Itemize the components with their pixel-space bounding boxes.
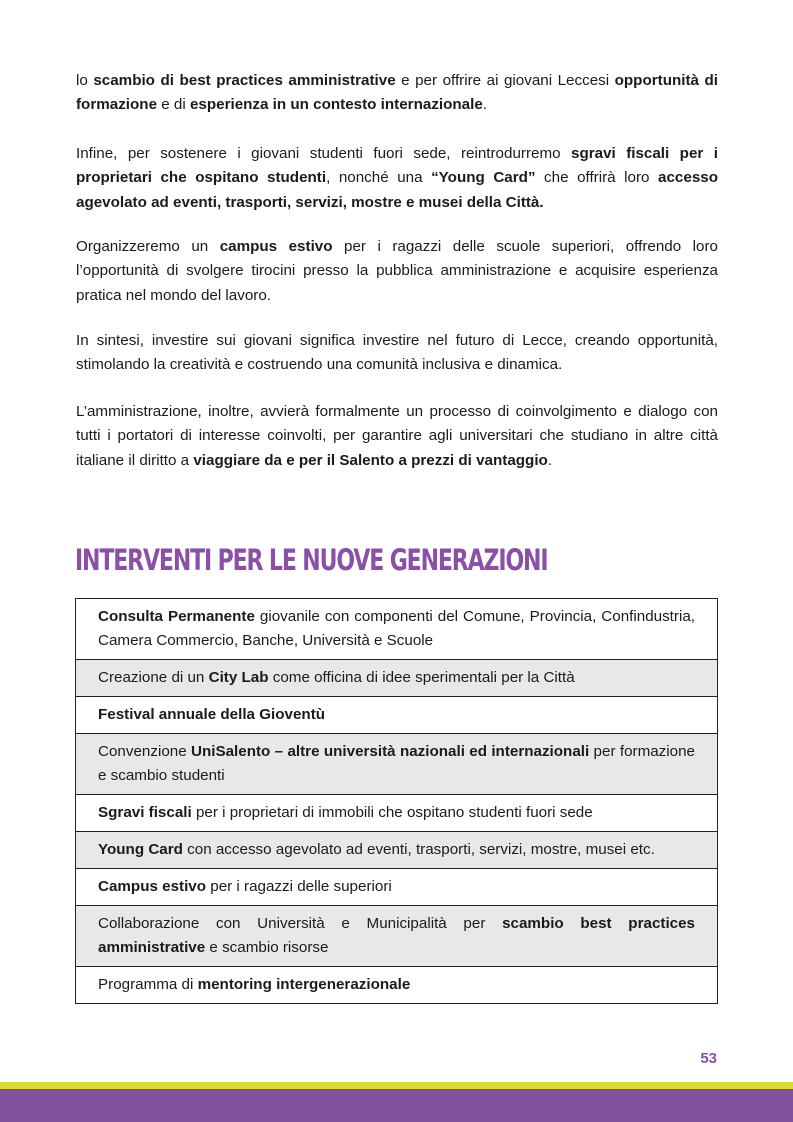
text-run: L’amministrazione, inoltre, avvierà formalmente un processo di coinvolgimento e dialogo con tutti i portatori di interesse coinvolti, per garantire agli universitari che studiano in altre città italiane il diritto a: [76, 403, 718, 469]
text-run: Collaborazione con Università e Municipalità per: [98, 915, 503, 932]
paragraph-best-practices: [76, 69, 718, 118]
footer-purple-band: [0, 1089, 793, 1122]
text-run: Organizzeremo un: [76, 238, 220, 255]
paragraph-summer-campus: [76, 235, 718, 308]
text-run: .: [547, 451, 553, 469]
table-row: [76, 599, 717, 659]
text-run: per formazione e scambio studenti: [98, 743, 695, 784]
table-row: [76, 905, 717, 966]
section-title: INTERVENTI PER LE NUOVE GENERAZIONI: [75, 543, 548, 577]
bold-text-run: Campus estivo: [98, 878, 207, 895]
text-run: , nonché una: [326, 169, 432, 187]
text-run: In sintesi, investire sui giovani significa investire nel futuro di Lecce, creando opportunità, stimolando la creatività e costruendo una comunità inclusiva e dinamica.: [76, 332, 718, 374]
bold-text-run: esperienza in un contesto internazionale: [189, 96, 483, 114]
text-run: e per offrire ai giovani Leccesi: [395, 72, 615, 89]
paragraph-summary: [76, 329, 718, 378]
text-run: per i ragazzi delle scuole superiori, offrendo loro l’opportunità di svolgere tirocini presso la pubblica amministrazione e acquisire esperienza pratica nel mondo del lavoro.: [76, 238, 719, 304]
text-run: per i ragazzi delle superiori: [206, 878, 392, 895]
bold-text-run: Sgravi fiscali: [98, 804, 192, 821]
bold-text-run: campus estivo: [219, 238, 333, 255]
page-number: 53: [700, 1050, 717, 1067]
text-run: e scambio risorse: [205, 939, 329, 956]
text-run: lo: [76, 72, 94, 89]
bold-text-run: Young Card: [98, 841, 183, 858]
bold-text-run: scambio best practices amministrative: [98, 915, 696, 956]
bold-text-run: “Young Card”: [431, 169, 536, 187]
paragraph-student-travel: [76, 400, 718, 473]
text-run: Creazione di un: [98, 669, 209, 686]
text-run: Convenzione: [98, 743, 191, 760]
table-row: [76, 966, 717, 1003]
table-row: [76, 733, 717, 794]
bold-text-run: accesso agevolato ad eventi, trasporti, servizi, mostre e musei della Città.: [76, 169, 718, 211]
text-run: che offrirà loro: [535, 169, 659, 187]
footer-yellow-stripe: [0, 1082, 793, 1089]
table-row: [76, 831, 717, 868]
bold-text-run: sgravi fiscali per i proprietari che ospitano studenti: [76, 145, 718, 187]
paragraph-fiscal-relief: [76, 142, 718, 215]
text-run: Programma di: [98, 976, 198, 993]
text-run: come officina di idee sperimentali per la Città: [268, 669, 575, 686]
text-run: Infine, per sostenere i giovani studenti fuori sede, reintrodurremo: [76, 145, 571, 162]
bold-text-run: City Lab: [208, 669, 269, 686]
table-row: [76, 794, 717, 831]
text-run: per i proprietari di immobili che ospitano studenti fuori sede: [191, 804, 593, 821]
bold-text-run: viaggiare da e per il Salento a prezzi di vantaggio: [193, 451, 548, 469]
bold-text-run: mentoring intergenerazionale: [197, 976, 411, 993]
bold-text-run: Consulta Permanente: [98, 608, 255, 625]
text-run: .: [482, 96, 488, 114]
bold-text-run: Festival annuale della Gioventù: [98, 706, 326, 723]
text-run: e di: [157, 96, 190, 114]
bold-text-run: scambio di best practices amministrative: [93, 72, 396, 89]
interventions-table: [75, 598, 718, 1004]
text-run: con accesso agevolato ad eventi, trasporti, servizi, mostre, musei etc.: [182, 841, 655, 858]
text-run: giovanile con componenti del Comune, Provincia, Confindustria, Camera Commercio, Banche, Università e Scuole: [98, 608, 695, 649]
table-row: [76, 696, 717, 733]
bold-text-run: UniSalento – altre università nazionali ed internazionali: [191, 743, 590, 760]
bold-text-run: opportunità di formazione: [76, 72, 718, 114]
table-row: [76, 868, 717, 905]
table-row: [76, 659, 717, 696]
